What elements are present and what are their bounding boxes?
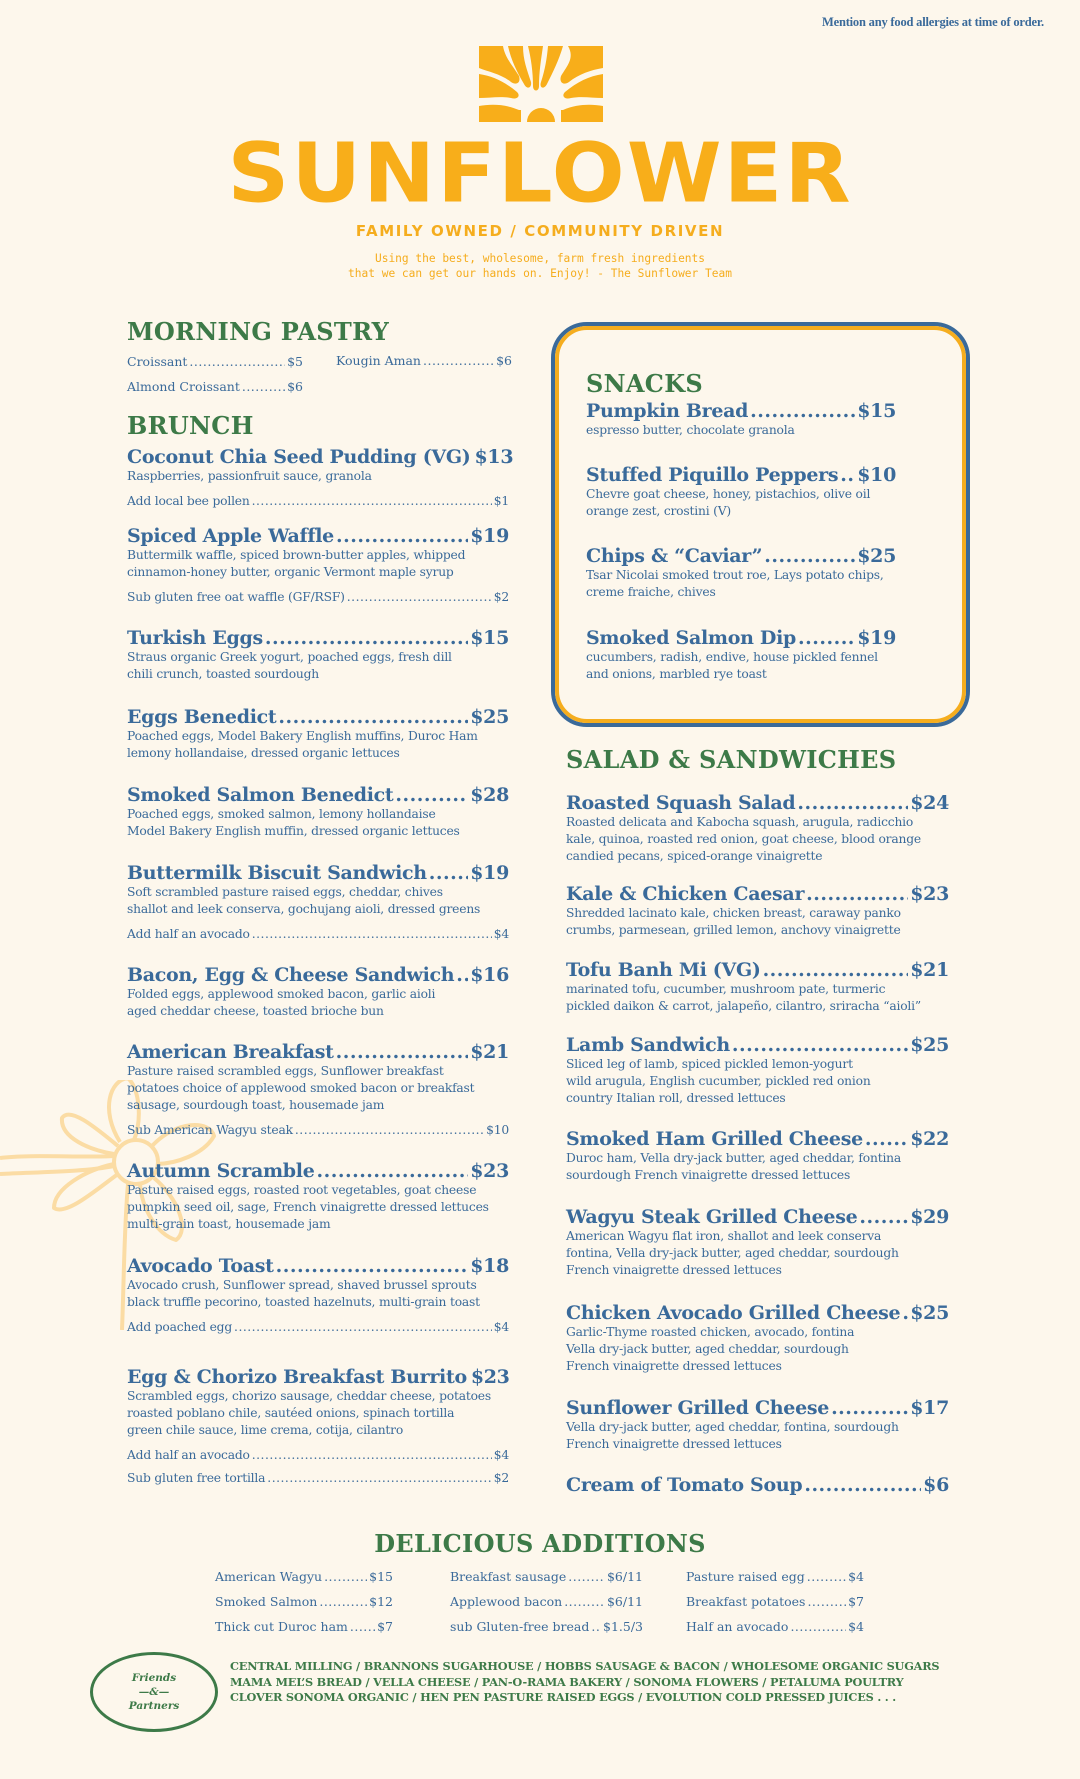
- menu-item: [127, 1366, 509, 1487]
- item-description: roasted poblano chile, sautéed onions, spinach tortilla: [127, 1406, 455, 1420]
- menu-item: [127, 862, 509, 943]
- item-price: $7: [377, 1619, 393, 1634]
- addition-item: [215, 1593, 393, 1610]
- item-description: Scrambled eggs, chorizo sausage, cheddar cheese, potatoes: [127, 1389, 491, 1403]
- item-description: Pasture raised eggs, roasted root vegetables, goat cheese: [127, 1183, 477, 1197]
- item-price: $7: [848, 1594, 864, 1609]
- section-title-salad-sandwiches: SALAD & SANDWICHES: [566, 745, 897, 774]
- item-name: Pumpkin Bread: [586, 400, 749, 422]
- item-description: Shredded lacinato kale, chicken breast, caraway panko: [566, 906, 901, 920]
- leader-dots: [317, 1160, 469, 1182]
- item-name: Breakfast potatoes: [686, 1594, 806, 1609]
- item-name: Avocado Toast: [127, 1255, 274, 1277]
- item-description: potatoes choice of applewood smoked bacon or breakfast: [127, 1081, 475, 1095]
- leader-dots: [807, 1568, 846, 1585]
- item-price: $6: [923, 1474, 949, 1496]
- item-name: Coconut Chia Seed Pudding (VG): [127, 446, 471, 468]
- intro-line: Using the best, wholesome, farm fresh ingredients: [374, 252, 706, 265]
- item-name: American Breakfast: [127, 1041, 334, 1063]
- item-price: $6/11: [606, 1569, 643, 1584]
- item-name: Smoked Salmon Dip: [586, 627, 796, 649]
- item-name: Sunflower Grilled Cheese: [566, 1397, 830, 1419]
- item-price: $25: [470, 706, 509, 728]
- leader-dots: [265, 627, 468, 649]
- item-description: Duroc ham, Vella dry-jack butter, aged cheddar, fontina: [566, 1151, 902, 1165]
- leader-dots: [859, 1206, 908, 1228]
- item-price: $22: [910, 1128, 949, 1150]
- item-name: Chicken Avocado Grilled Cheese: [566, 1302, 901, 1324]
- menu-item: [566, 1302, 949, 1375]
- section-title-snacks: SNACKS: [586, 369, 703, 398]
- leader-dots: [865, 1128, 908, 1150]
- item-header: [586, 627, 896, 649]
- item-name: American Wagyu: [215, 1569, 323, 1584]
- item-price: $4: [848, 1569, 864, 1584]
- item-description: pumpkin seed oil, sage, French vinaigrette dressed lettuces: [127, 1200, 489, 1214]
- addon-name: Sub gluten free tortilla: [127, 1471, 266, 1485]
- addon-name: Add poached egg: [127, 1320, 233, 1334]
- item-price: $21: [470, 1041, 509, 1063]
- item-description: sourdough French vinaigrette dressed lettuces: [566, 1168, 851, 1182]
- item-description: crumbs, parmesean, grilled lemon, anchovy vinaigrette: [566, 923, 901, 937]
- menu-item: [566, 959, 949, 1015]
- item-price: $25: [910, 1034, 949, 1056]
- item-header: [566, 883, 949, 905]
- addition-item: [686, 1593, 864, 1610]
- item-price: $19: [857, 627, 896, 649]
- menu-item: [566, 1128, 949, 1184]
- item-price: $25: [910, 1302, 949, 1324]
- item-price: $17: [910, 1397, 949, 1419]
- item-name: Pasture raised egg: [686, 1569, 805, 1584]
- addition-item: [450, 1618, 643, 1635]
- leader-dots: [798, 627, 855, 649]
- item-price: $25: [857, 545, 896, 567]
- addon-name: Add half an avocado: [127, 927, 250, 941]
- item-name: Eggs Benedict: [127, 706, 277, 728]
- item-name: Wagyu Steak Grilled Cheese: [566, 1206, 858, 1228]
- item-price: $18: [470, 1255, 509, 1277]
- item-addon: [127, 1447, 509, 1464]
- item-price: $19: [470, 525, 509, 547]
- brand-wordmark: SUNFLOWER: [227, 126, 853, 222]
- addon-price: $4: [493, 927, 509, 941]
- sunburst-logo-icon: [475, 44, 607, 124]
- item-description: cucumbers, radish, endive, house pickled fennel: [586, 650, 878, 664]
- addon-price: $4: [493, 1448, 509, 1462]
- item-description: Soft scrambled pasture raised eggs, cheddar, chives: [127, 885, 443, 899]
- item-header: [566, 1128, 949, 1150]
- item-description: Garlic-Thyme roasted chicken, avocado, fontina: [566, 1325, 855, 1339]
- leader-dots: [831, 1397, 908, 1419]
- leader-dots: [324, 1568, 367, 1585]
- menu-item: [566, 1474, 949, 1496]
- leader-dots: [336, 525, 468, 547]
- item-price: $15: [470, 627, 509, 649]
- item-header: [586, 464, 896, 486]
- addon-price: $2: [493, 1471, 509, 1485]
- item-header: [566, 1034, 949, 1056]
- item-price: $28: [470, 784, 509, 806]
- item-price: $6: [496, 353, 512, 368]
- item-description: candied pecans, spiced-orange vinaigrette: [566, 849, 823, 863]
- item-price: $23: [470, 1160, 509, 1182]
- item-description: and onions, marbled rye toast: [586, 667, 767, 681]
- partners-line: CENTRAL MILLING / BRANNONS SUGARHOUSE / HOBBS SAUSAGE & BACON / WHOLESOME ORGANIC SUGARS: [230, 1659, 940, 1673]
- item-name: Egg & Chorizo Breakfast Burrito: [127, 1366, 467, 1388]
- item-description: Vella dry-jack butter, aged cheddar, fontina, sourdough: [566, 1420, 899, 1434]
- leader-dots: [347, 589, 492, 606]
- item-name: Tofu Banh Mi (VG): [566, 959, 761, 981]
- menu-item: [586, 464, 896, 520]
- menu-item: [586, 545, 896, 601]
- menu-item: [127, 784, 509, 840]
- item-description: Poached eggs, Model Bakery English muffins, Duroc Ham: [127, 729, 478, 743]
- leader-dots: [763, 959, 909, 981]
- item-description: creme fraiche, chives: [586, 585, 716, 599]
- badge-line: —&—: [138, 1686, 170, 1698]
- item-price: $15: [857, 400, 896, 422]
- item-description: Pasture raised scrambled eggs, Sunflower breakfast: [127, 1064, 444, 1078]
- item-description: wild arugula, English cucumber, pickled red onion: [566, 1074, 871, 1088]
- item-header: [127, 706, 509, 728]
- item-description: black truffle pecorino, toasted hazelnuts, multi-grain toast: [127, 1295, 480, 1309]
- addition-item: [450, 1568, 643, 1585]
- menu-item: [566, 1034, 949, 1107]
- pastry-item: [127, 378, 303, 395]
- item-header: [127, 446, 514, 468]
- item-description: Roasted delicata and Kabocha squash, arugula, radicchio: [566, 815, 914, 829]
- item-name: Smoked Salmon Benedict: [127, 784, 394, 806]
- leader-dots: [591, 1618, 601, 1635]
- item-name: Applewood bacon: [450, 1594, 563, 1609]
- item-price: $12: [369, 1594, 393, 1609]
- item-price: $29: [910, 1206, 949, 1228]
- item-description: espresso butter, chocolate granola: [586, 423, 795, 437]
- section-title-brunch: BRUNCH: [127, 411, 254, 440]
- menu-item: [127, 446, 514, 510]
- item-addon: [127, 589, 509, 606]
- item-description: Poached eggs, smoked salmon, lemony hollandaise: [127, 807, 436, 821]
- item-header: [586, 545, 896, 567]
- item-header: [566, 1397, 949, 1419]
- item-name: Almond Croissant: [127, 379, 240, 394]
- item-price: $6: [287, 379, 303, 394]
- addon-price: $4: [493, 1320, 509, 1334]
- leader-dots: [806, 883, 908, 905]
- addon-name: Sub gluten free oat waffle (GF/RSF): [127, 590, 345, 604]
- partners-list: [230, 1659, 960, 1706]
- item-addon: [127, 493, 509, 510]
- item-description: country Italian roll, dressed lettuces: [566, 1091, 786, 1105]
- leader-dots: [564, 1593, 605, 1610]
- leader-dots: [252, 493, 492, 510]
- item-price: $10: [857, 464, 896, 486]
- leader-dots: [242, 378, 285, 395]
- item-header: [127, 1255, 509, 1277]
- menu-item: [127, 627, 509, 683]
- item-header: [586, 400, 896, 422]
- leader-dots: [276, 1255, 469, 1277]
- item-header: [127, 1366, 509, 1388]
- partners-line: CLOVER SONOMA ORGANIC / HEN PEN PASTURE RAISED EGGS / EVOLUTION COLD PRESSED JUICES . . .: [230, 1690, 896, 1704]
- intro-line: that we can get our hands on. Enjoy! - The Sunflower Team: [348, 267, 732, 280]
- item-price: $6/11: [606, 1594, 643, 1609]
- leader-dots: [319, 1593, 367, 1610]
- item-price: $19: [470, 862, 509, 884]
- item-price: $5: [287, 354, 303, 369]
- leader-dots: [750, 400, 855, 422]
- leader-dots: [804, 1474, 921, 1496]
- menu-item: [127, 1041, 509, 1139]
- item-header: [127, 1160, 509, 1182]
- leader-dots: [267, 1470, 491, 1487]
- pastry-item: [127, 353, 303, 370]
- tagline: FAMILY OWNED / COMMUNITY DRIVEN: [355, 222, 725, 240]
- item-description: Raspberries, passionfruit sauce, granola: [127, 469, 372, 483]
- item-price: $24: [910, 792, 949, 814]
- item-name: Half an avocado: [686, 1619, 789, 1634]
- menu-item: [566, 792, 949, 865]
- leader-dots: [295, 1122, 484, 1139]
- leader-dots: [807, 1593, 846, 1610]
- item-name: Lamb Sandwich: [566, 1034, 730, 1056]
- item-description: pickled daikon & carrot, jalapeño, cilantro, sriracha “aioli”: [566, 999, 921, 1013]
- item-price: $4: [848, 1619, 864, 1634]
- item-header: [566, 959, 949, 981]
- item-name: Turkish Eggs: [127, 627, 263, 649]
- item-header: [566, 792, 949, 814]
- item-addon: [127, 1122, 509, 1139]
- menu-item: [127, 525, 509, 606]
- menu-item: [127, 706, 509, 762]
- item-description: multi-grain toast, housemade jam: [127, 1217, 331, 1231]
- item-description: sausage, sourdough toast, housemade jam: [127, 1098, 385, 1112]
- item-name: sub Gluten-free bread: [450, 1619, 590, 1634]
- item-description: Folded eggs, applewood smoked bacon, garlic aioli: [127, 987, 436, 1001]
- leader-dots: [189, 353, 285, 370]
- item-description: Chevre goat cheese, honey, pistachios, olive oil: [586, 487, 871, 501]
- addon-price: $10: [486, 1123, 509, 1137]
- item-price: $23: [910, 883, 949, 905]
- item-description: French vinaigrette dressed lettuces: [566, 1263, 782, 1277]
- leader-dots: [732, 1034, 908, 1056]
- item-addon: [127, 926, 509, 943]
- item-name: Cream of Tomato Soup: [566, 1474, 803, 1496]
- item-header: [127, 627, 509, 649]
- item-price: $15: [369, 1569, 393, 1584]
- item-name: Kale & Chicken Caesar: [566, 883, 805, 905]
- item-name: Breakfast sausage: [450, 1569, 567, 1584]
- item-description: aged cheddar cheese, toasted brioche bun: [127, 1004, 384, 1018]
- item-price: $16: [470, 964, 509, 986]
- item-description: marinated tofu, cucumber, mushroom pate, turmeric: [566, 982, 886, 996]
- item-description: Model Bakery English muffin, dressed organic lettuces: [127, 824, 460, 838]
- item-price: $21: [910, 959, 949, 981]
- leader-dots: [395, 784, 468, 806]
- item-description: French vinaigrette dressed lettuces: [566, 1437, 782, 1451]
- allergy-note: Mention any food allergies at time of order.: [822, 15, 1044, 29]
- item-description: green chile sauce, lime crema, cotija, cilantro: [127, 1423, 404, 1437]
- item-addon: [127, 1470, 509, 1487]
- badge-line: Friends: [131, 1672, 177, 1684]
- item-description: Sliced leg of lamb, spiced pickled lemon-yogurt: [566, 1057, 853, 1071]
- menu-item: [566, 1397, 949, 1453]
- addition-item: [215, 1618, 393, 1635]
- item-name: Roasted Squash Salad: [566, 792, 796, 814]
- menu-item: [127, 1255, 509, 1336]
- item-description: American Wagyu flat iron, shallot and leek conserva: [566, 1229, 882, 1243]
- item-header: [127, 525, 509, 547]
- leader-dots: [456, 964, 468, 986]
- item-description: orange zest, crostini (V): [586, 504, 732, 518]
- item-header: [127, 1041, 509, 1063]
- item-description: lemony hollandaise, dressed organic lettuces: [127, 746, 400, 760]
- addition-item: [450, 1593, 643, 1610]
- section-title-additions: DELICIOUS ADDITIONS: [374, 1529, 706, 1558]
- item-addon: [127, 1319, 509, 1336]
- partners-line: MAMA MEL’S BREAD / VELLA CHEESE / PAN-O-RAMA BAKERY / SONOMA FLOWERS / PETALUMA POULTRY: [230, 1674, 904, 1689]
- item-price: $23: [470, 1366, 510, 1388]
- item-name: Kougin Aman: [336, 353, 421, 368]
- menu-item: [566, 1206, 949, 1279]
- leader-dots: [840, 464, 855, 486]
- leader-dots: [252, 926, 492, 943]
- item-description: cinnamon-honey butter, organic Vermont maple syrup: [127, 565, 454, 579]
- leader-dots: [350, 1618, 375, 1635]
- leader-dots: [790, 1618, 846, 1635]
- menu-item: [586, 627, 896, 683]
- addition-item: [215, 1568, 393, 1585]
- leader-dots: [423, 352, 494, 369]
- badge-line: Partners: [128, 1700, 180, 1712]
- item-price: $13: [474, 446, 514, 468]
- item-header: [127, 862, 509, 884]
- item-description: Tsar Nicolai smoked trout roe, Lays potato chips,: [586, 568, 884, 582]
- leader-dots: [429, 862, 468, 884]
- item-description: fontina, Vella dry-jack butter, aged cheddar, sourdough: [566, 1246, 899, 1260]
- leader-dots: [336, 1041, 469, 1063]
- item-name: Croissant: [127, 354, 188, 369]
- item-name: Spiced Apple Waffle: [127, 525, 334, 547]
- item-description: Avocado crush, Sunflower spread, shaved brussel sprouts: [127, 1278, 477, 1292]
- intro-text: [0, 251, 1080, 281]
- addon-name: Sub American Wagyu steak: [127, 1123, 293, 1137]
- leader-dots: [568, 1568, 605, 1585]
- addon-name: Add half an avocado: [127, 1448, 250, 1462]
- leader-dots: [234, 1319, 492, 1336]
- addon-name: Add local bee pollen: [127, 494, 250, 508]
- leader-dots: [278, 706, 468, 728]
- item-name: Chips & “Caviar”: [586, 545, 763, 567]
- addition-item: [686, 1618, 864, 1635]
- item-header: [566, 1206, 949, 1228]
- leader-dots: [797, 792, 908, 814]
- pastry-item: [336, 352, 512, 369]
- item-description: kale, quinoa, roasted red onion, goat cheese, blood orange: [566, 832, 921, 846]
- menu-item: [127, 964, 509, 1020]
- menu-item: [127, 1160, 509, 1233]
- item-price: $1.5/3: [603, 1619, 643, 1634]
- item-name: Smoked Ham Grilled Cheese: [566, 1128, 863, 1150]
- friends-partners-badge: [90, 1652, 218, 1732]
- addition-item: [686, 1568, 864, 1585]
- item-name: Bacon, Egg & Cheese Sandwich: [127, 964, 455, 986]
- menu-item: [566, 883, 949, 939]
- leader-dots: [902, 1302, 908, 1324]
- item-name: Buttermilk Biscuit Sandwich: [127, 862, 427, 884]
- leader-dots: [764, 545, 855, 567]
- item-description: Buttermilk waffle, spiced brown-butter apples, whipped: [127, 548, 466, 562]
- item-description: Vella dry-jack butter, aged cheddar, sourdough: [566, 1342, 849, 1356]
- item-description: chili crunch, toasted sourdough: [127, 667, 320, 681]
- item-name: Autumn Scramble: [127, 1160, 315, 1182]
- section-title-morning-pastry: MORNING PASTRY: [127, 317, 390, 346]
- item-description: shallot and leek conserva, gochujang aioli, dressed greens: [127, 902, 481, 916]
- leader-dots: [252, 1447, 492, 1464]
- item-name: Thick cut Duroc ham: [215, 1619, 348, 1634]
- item-header: [127, 784, 509, 806]
- item-description: Straus organic Greek yogurt, poached eggs, fresh dill: [127, 650, 452, 664]
- item-header: [566, 1474, 949, 1496]
- item-description: French vinaigrette dressed lettuces: [566, 1359, 782, 1373]
- menu-item: [586, 400, 896, 439]
- addon-price: $1: [493, 494, 509, 508]
- item-header: [127, 964, 509, 986]
- item-name: Stuffed Piquillo Peppers: [586, 464, 839, 486]
- item-name: Smoked Salmon: [215, 1594, 318, 1609]
- item-header: [566, 1302, 949, 1324]
- addon-price: $2: [493, 590, 509, 604]
